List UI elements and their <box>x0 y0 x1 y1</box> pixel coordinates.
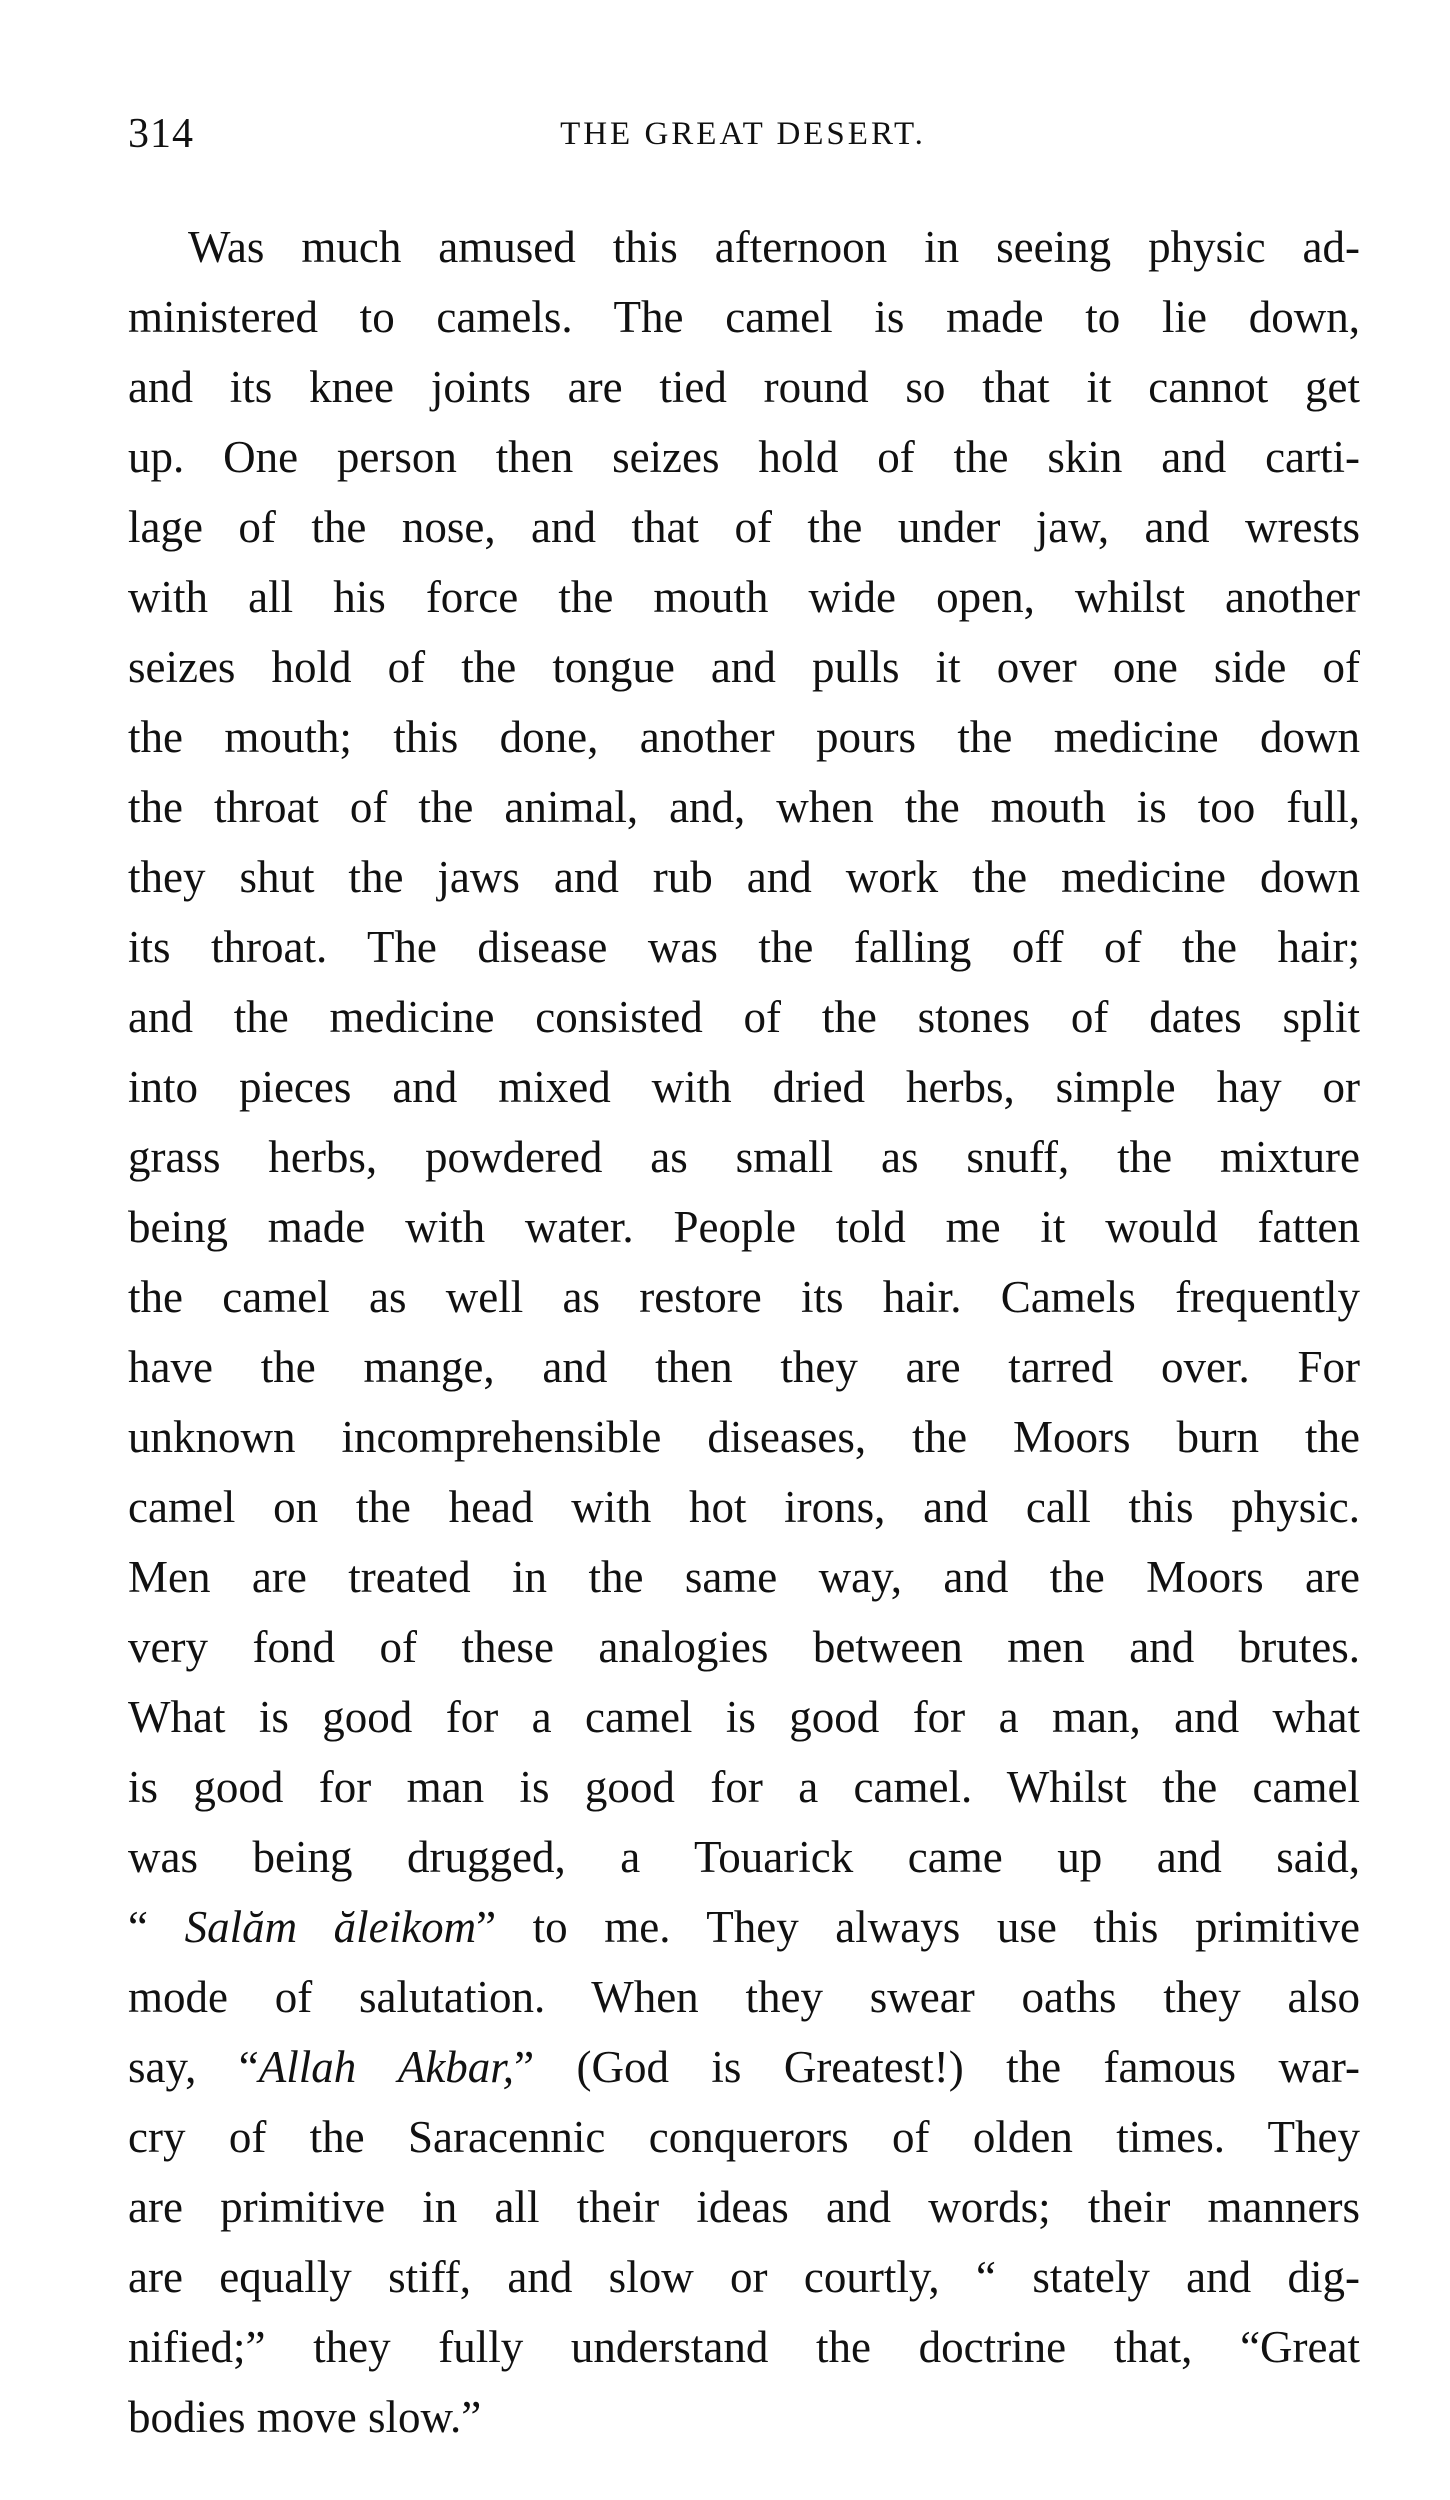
text-line: lage of the nose, and that of the under jaw, and wrests <box>128 502 1360 552</box>
text-line: and the medicine consisted of the stones of dates split <box>128 992 1360 1042</box>
text-line: Was much amused this afternoon in seeing physic ad- <box>188 222 1360 272</box>
running-title: THE GREAT DESERT. <box>560 116 926 152</box>
text-line: is good for man is good for a camel. Whilst the camel <box>128 1762 1360 1812</box>
text-line: unknown incomprehensible diseases, the Moors burn the <box>128 1412 1360 1462</box>
text-line: and its knee joints are tied round so that it cannot get <box>128 362 1360 412</box>
text-line: up. One person then seizes hold of the skin and carti- <box>128 432 1360 482</box>
italic-warcry: Allah Akbar, <box>258 2042 515 2092</box>
text-line: its throat. The disease was the falling off of the hair; <box>128 922 1360 972</box>
text-line: seizes hold of the tongue and pulls it over one side of <box>128 642 1360 692</box>
text-line-last: bodies move slow.” <box>128 2392 482 2442</box>
line-start: say, “ <box>128 2042 259 2092</box>
text-line: the camel as well as restore its hair. Camels frequently <box>128 1272 1360 1322</box>
text-line: very fond of these analogies between men and brutes. <box>128 1622 1360 1672</box>
text-line: the throat of the animal, and, when the mouth is too full, <box>128 782 1360 832</box>
text-line: the mouth; this done, another pours the medicine down <box>128 712 1360 762</box>
text-line: ministered to camels. The camel is made to lie down, <box>128 292 1360 342</box>
text-line: are equally stiff, and slow or courtly, “ stately and dig- <box>128 2252 1360 2302</box>
text-line: mode of salutation. When they swear oaths they also <box>128 1972 1360 2022</box>
text-line: camel on the head with hot irons, and call this physic. <box>128 1482 1360 1532</box>
text-line: into pieces and mixed with dried herbs, simple hay or <box>128 1062 1360 1112</box>
text-line-greeting <box>128 1892 1360 1962</box>
text-line-warcry <box>128 2032 1360 2102</box>
text-line: was being drugged, a Touarick came up and said, <box>128 1832 1360 1882</box>
text-line: What is good for a camel is good for a man, and what <box>128 1692 1360 1742</box>
text-line: grass herbs, powdered as small as snuff, the mixture <box>128 1132 1360 1182</box>
text-line: nified;” they fully understand the doctrine that, “Great <box>128 2322 1360 2372</box>
text-line: being made with water. People told me it would fatten <box>128 1202 1360 1252</box>
body-paragraph <box>128 212 1360 2452</box>
text-line: Men are treated in the same way, and the Moors are <box>128 1552 1360 1602</box>
line-rest: ” to me. They always use this primitive <box>476 1902 1360 1952</box>
quote-open: “ <box>128 1902 185 1952</box>
italic-greeting: Salăm ăleikom <box>184 1902 477 1952</box>
page-header <box>128 110 1358 170</box>
line-rest: ” (God is Greatest!) the famous war- <box>514 2042 1360 2092</box>
text-line: with all his force the mouth wide open, whilst another <box>128 572 1360 622</box>
text-line: have the mange, and then they are tarred over. For <box>128 1342 1360 1392</box>
text-line: cry of the Saracennic conquerors of olden times. They <box>128 2112 1360 2162</box>
text-line: are primitive in all their ideas and words; their manners <box>128 2182 1360 2232</box>
page-number: 314 <box>128 111 194 157</box>
text-line: they shut the jaws and rub and work the medicine down <box>128 852 1360 902</box>
